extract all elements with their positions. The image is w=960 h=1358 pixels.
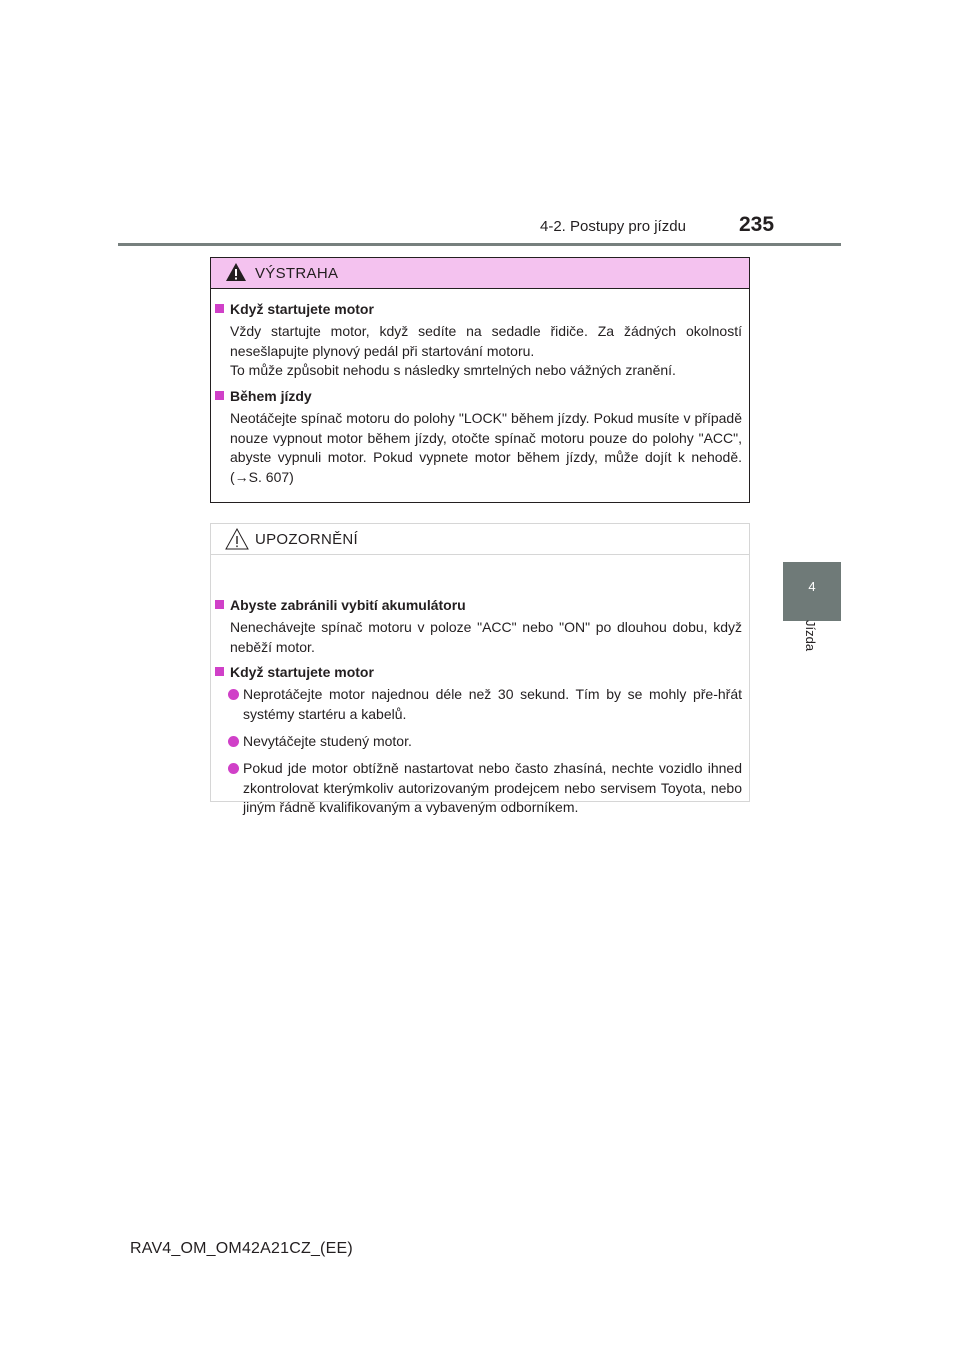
warning-header: [211, 258, 749, 289]
caution-bullet: Neprotáčejte motor najednou déle než 30 sekund. Tím by se mohly pře-hřát systémy startéru a kabelů.: [228, 685, 742, 724]
header-divider: [118, 243, 841, 246]
square-bullet-icon: [215, 600, 224, 609]
caution-header: [211, 524, 749, 555]
round-bullet-icon: [228, 736, 239, 747]
square-bullet-icon: [215, 304, 224, 313]
caution-title: UPOZORNĚNÍ: [255, 531, 359, 548]
warning-box: [210, 257, 750, 503]
chapter-tab: 4: [783, 562, 841, 621]
chapter-tab-label: Jízda: [803, 620, 818, 652]
warning-item-text: Vždy startujte motor, když sedíte na sedadle řidiče. Za žádných okolností nesešlapujte plynový pedál při startování motoru.: [230, 323, 742, 359]
page-number: 235: [739, 213, 775, 236]
warning-item-heading: Když startujete motor: [215, 301, 374, 317]
caution-box: [210, 523, 750, 815]
caution-item-heading: Abyste zabránili vybití akumulátoru: [215, 597, 466, 613]
round-bullet-icon: [228, 689, 239, 700]
square-bullet-icon: [215, 667, 224, 676]
warning-triangle-icon: [225, 261, 247, 283]
section-title: 4-2. Postupy pro jízdu: [540, 218, 686, 235]
caution-triangle-icon: [225, 527, 249, 551]
caution-item-heading: Když startujete motor: [215, 664, 374, 680]
warning-item-heading: Během jízdy: [215, 388, 312, 404]
round-bullet-icon: [228, 763, 239, 774]
warning-title: VÝSTRAHA: [255, 265, 339, 282]
caution-bullet: Pokud jde motor obtížně nastartovat nebo často zhasíná, nechte vozidlo ihned zkontrolovat kterýmkoliv autorizovaným prodejcem nebo servisem Toyota, nebo jiným řádně kvalifikovaným a vybaveným odborníkem.: [228, 759, 742, 818]
caution-bullet: Nevytáčejte studený motor.: [228, 732, 742, 752]
square-bullet-icon: [215, 391, 224, 400]
warning-item-text: Neotáčejte spínač motoru do polohy "LOCK" během jízdy. Pokud musíte v případě nouze vypnout motor během jízdy, otočte spínač motoru pouze do polohy "ACC", abyste vypnuli motor. Pokud vypnete motor během jízdy, může dojít k nehodě. (→S. 607): [230, 410, 742, 485]
document-code: RAV4_OM_OM42A21CZ_(EE): [130, 1240, 353, 1257]
warning-item-text: To může způsobit nehodu s následky smrtelných nebo vážných zranění.: [230, 362, 676, 378]
caution-item-text: Nenechávejte spínač motoru v poloze "ACC" nebo "ON" po dlouhou dobu, když neběží motor.: [230, 619, 742, 655]
